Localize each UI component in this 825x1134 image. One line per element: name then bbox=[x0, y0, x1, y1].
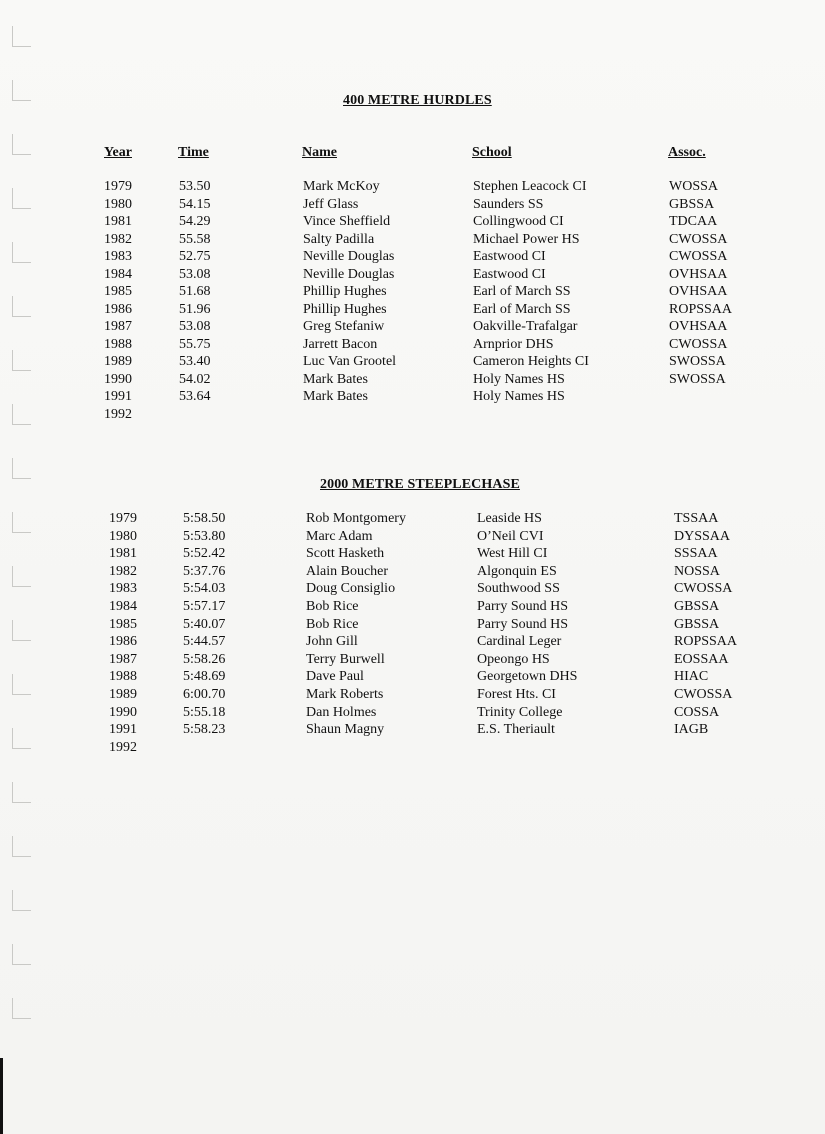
steeplechase-time-cell: 5:52.42 bbox=[183, 546, 226, 562]
steeplechase-time-cell: 5:37.76 bbox=[183, 563, 226, 579]
hurdles-row bbox=[0, 406, 825, 424]
steeplechase-row bbox=[0, 721, 825, 739]
steeplechase-name-cell: Rob Montgomery bbox=[306, 511, 406, 526]
steeplechase-year-cell: 1980 bbox=[109, 528, 137, 544]
binder-hole-mark bbox=[12, 890, 31, 911]
hurdles-school-cell: Saunders SS bbox=[473, 196, 544, 212]
steeplechase-year-cell: 1989 bbox=[109, 687, 137, 702]
steeplechase-school-cell: Southwood SS bbox=[477, 581, 560, 597]
hurdles-school-cell: Holy Names HS bbox=[473, 371, 565, 387]
steeplechase-row bbox=[0, 704, 825, 722]
binder-hole-mark bbox=[12, 80, 31, 101]
hurdles-year-cell: 1989 bbox=[104, 354, 132, 369]
steeplechase-row bbox=[0, 651, 825, 669]
hurdles-year-cell: 1983 bbox=[104, 249, 132, 264]
steeplechase-row bbox=[0, 545, 825, 563]
hurdles-row bbox=[0, 178, 825, 196]
hurdles-time-cell: 53.08 bbox=[179, 319, 211, 334]
hurdles-year-cell: 1980 bbox=[104, 196, 132, 212]
hurdles-assoc-cell: OVHSAA bbox=[669, 266, 728, 282]
hurdles-school-cell: Collingwood CI bbox=[473, 214, 564, 229]
steeplechase-year-cell: 1981 bbox=[109, 546, 137, 562]
hurdles-row bbox=[0, 301, 825, 319]
binder-hole-mark bbox=[12, 944, 31, 965]
steeplechase-row bbox=[0, 510, 825, 528]
hurdles-year-cell: 1984 bbox=[104, 266, 132, 282]
steeplechase-assoc-cell: IAGB bbox=[674, 722, 709, 738]
hurdles-name-cell: Mark Bates bbox=[303, 371, 368, 387]
hurdles-time-cell: 51.68 bbox=[179, 284, 211, 299]
steeplechase-row bbox=[0, 616, 825, 634]
steeplechase-assoc-cell: CWOSSA bbox=[674, 687, 733, 702]
header-time: Time bbox=[178, 145, 209, 160]
hurdles-year-cell: 1979 bbox=[104, 179, 132, 194]
steeplechase-time-cell: 5:58.50 bbox=[183, 511, 226, 526]
steeplechase-assoc-cell: GBSSA bbox=[674, 616, 720, 632]
hurdles-school-cell: Eastwood CI bbox=[473, 249, 546, 264]
steeplechase-school-cell: E.S. Theriault bbox=[477, 722, 555, 738]
hurdles-assoc-cell: CWOSSA bbox=[669, 249, 728, 264]
steeplechase-name-cell: Dave Paul bbox=[306, 669, 364, 685]
hurdles-year-cell: 1986 bbox=[104, 301, 132, 317]
steeplechase-name-cell: Terry Burwell bbox=[306, 651, 385, 667]
hurdles-name-cell: Salty Padilla bbox=[303, 231, 375, 247]
steeplechase-year-cell: 1982 bbox=[109, 563, 137, 579]
steeplechase-school-cell: Forest Hts. CI bbox=[477, 687, 556, 702]
steeplechase-year-cell: 1986 bbox=[109, 634, 137, 650]
hurdles-row bbox=[0, 248, 825, 266]
steeplechase-year-cell: 1990 bbox=[109, 704, 137, 720]
steeplechase-row bbox=[0, 633, 825, 651]
steeplechase-assoc-cell: EOSSAA bbox=[674, 651, 729, 667]
steeplechase-time-cell: 5:54.03 bbox=[183, 581, 226, 597]
hurdles-row bbox=[0, 371, 825, 389]
hurdles-year-cell: 1985 bbox=[104, 284, 132, 299]
hurdles-school-cell: Arnprior DHS bbox=[473, 336, 554, 352]
steeplechase-row bbox=[0, 563, 825, 581]
scan-edge-shadow bbox=[0, 1058, 3, 1134]
hurdles-school-cell: Oakville-Trafalgar bbox=[473, 319, 578, 334]
hurdles-assoc-cell: CWOSSA bbox=[669, 336, 728, 352]
steeplechase-time-cell: 5:58.26 bbox=[183, 651, 226, 667]
steeplechase-name-cell: Scott Hasketh bbox=[306, 546, 385, 562]
steeplechase-year-cell: 1988 bbox=[109, 669, 137, 685]
header-name: Name bbox=[302, 145, 337, 160]
steeplechase-assoc-cell: TSSAA bbox=[674, 511, 719, 526]
steeplechase-assoc-cell: NOSSA bbox=[674, 563, 720, 579]
steeplechase-year-cell: 1992 bbox=[109, 739, 137, 755]
hurdles-school-cell: Holy Names HS bbox=[473, 389, 565, 404]
hurdles-name-cell: Mark Bates bbox=[303, 389, 368, 404]
hurdles-name-cell: Vince Sheffield bbox=[303, 214, 391, 229]
hurdles-time-cell: 53.08 bbox=[179, 266, 211, 282]
hurdles-year-cell: 1982 bbox=[104, 231, 132, 247]
hurdles-assoc-cell: SWOSSA bbox=[669, 354, 726, 369]
hurdles-school-cell: Michael Power HS bbox=[473, 231, 580, 247]
hurdles-time-cell: 54.29 bbox=[179, 214, 211, 229]
hurdles-school-cell: Stephen Leacock CI bbox=[473, 179, 587, 194]
steeplechase-row bbox=[0, 739, 825, 757]
binder-hole-mark bbox=[12, 782, 31, 803]
steeplechase-time-cell: 5:57.17 bbox=[183, 599, 226, 614]
hurdles-assoc-cell: ROPSSAA bbox=[669, 301, 733, 317]
steeplechase-row bbox=[0, 528, 825, 546]
steeplechase-time-cell: 5:48.69 bbox=[183, 669, 226, 685]
hurdles-name-cell: Neville Douglas bbox=[303, 266, 395, 282]
steeplechase-assoc-cell: DYSSAA bbox=[674, 528, 731, 544]
hurdles-year-cell: 1981 bbox=[104, 214, 132, 229]
hurdles-title: 400 METRE HURDLES bbox=[343, 93, 492, 108]
hurdles-name-cell: Jarrett Bacon bbox=[303, 336, 378, 352]
hurdles-time-cell: 54.15 bbox=[179, 196, 211, 212]
steeplechase-year-cell: 1987 bbox=[109, 651, 137, 667]
binder-hole-mark bbox=[12, 836, 31, 857]
steeplechase-assoc-cell: CWOSSA bbox=[674, 581, 733, 597]
steeplechase-name-cell: Bob Rice bbox=[306, 616, 359, 632]
hurdles-name-cell: Phillip Hughes bbox=[303, 284, 387, 299]
steeplechase-row bbox=[0, 686, 825, 704]
hurdles-assoc-cell: SWOSSA bbox=[669, 371, 726, 387]
steeplechase-year-cell: 1979 bbox=[109, 511, 137, 526]
steeplechase-assoc-cell: HIAC bbox=[674, 669, 709, 685]
hurdles-time-cell: 53.40 bbox=[179, 354, 211, 369]
binder-hole-mark bbox=[12, 26, 31, 47]
hurdles-name-cell: Greg Stefaniw bbox=[303, 319, 385, 334]
binder-hole-mark bbox=[12, 134, 31, 155]
hurdles-year-cell: 1988 bbox=[104, 336, 132, 352]
hurdles-assoc-cell: CWOSSA bbox=[669, 231, 728, 247]
steeplechase-time-cell: 5:58.23 bbox=[183, 722, 226, 738]
steeplechase-year-cell: 1983 bbox=[109, 581, 137, 597]
steeplechase-time-cell: 5:40.07 bbox=[183, 616, 226, 632]
steeplechase-school-cell: Opeongo HS bbox=[477, 651, 550, 667]
hurdles-time-cell: 53.50 bbox=[179, 179, 211, 194]
binder-hole-mark bbox=[12, 458, 31, 479]
steeplechase-assoc-cell: SSSAA bbox=[674, 546, 718, 562]
hurdles-school-cell: Earl of March SS bbox=[473, 284, 571, 299]
hurdles-time-cell: 53.64 bbox=[179, 389, 211, 404]
hurdles-year-cell: 1987 bbox=[104, 319, 132, 334]
hurdles-assoc-cell: TDCAA bbox=[669, 214, 718, 229]
steeplechase-title: 2000 METRE STEEPLECHASE bbox=[320, 477, 520, 492]
steeplechase-name-cell: Shaun Magny bbox=[306, 722, 385, 738]
steeplechase-year-cell: 1991 bbox=[109, 722, 137, 738]
steeplechase-school-cell: Georgetown DHS bbox=[477, 669, 578, 685]
steeplechase-school-cell: Parry Sound HS bbox=[477, 616, 569, 632]
hurdles-name-cell: Mark McKoy bbox=[303, 179, 380, 194]
steeplechase-row bbox=[0, 598, 825, 616]
steeplechase-name-cell: Mark Roberts bbox=[306, 687, 384, 702]
steeplechase-year-cell: 1985 bbox=[109, 616, 137, 632]
hurdles-school-cell: Cameron Heights CI bbox=[473, 354, 589, 369]
hurdles-year-cell: 1992 bbox=[104, 406, 132, 422]
steeplechase-assoc-cell: ROPSSAA bbox=[674, 634, 738, 650]
header-school: School bbox=[472, 145, 512, 160]
hurdles-name-cell: Neville Douglas bbox=[303, 249, 395, 264]
steeplechase-school-cell: Parry Sound HS bbox=[477, 599, 569, 614]
hurdles-assoc-cell: OVHSAA bbox=[669, 284, 728, 299]
hurdles-row bbox=[0, 266, 825, 284]
hurdles-assoc-cell: GBSSA bbox=[669, 196, 715, 212]
steeplechase-name-cell: Alain Boucher bbox=[306, 563, 389, 579]
steeplechase-name-cell: Doug Consiglio bbox=[306, 581, 396, 597]
hurdles-row bbox=[0, 388, 825, 406]
hurdles-time-cell: 55.75 bbox=[179, 336, 211, 352]
hurdles-year-cell: 1991 bbox=[104, 389, 132, 404]
binder-hole-mark bbox=[12, 998, 31, 1019]
hurdles-time-cell: 52.75 bbox=[179, 249, 211, 264]
hurdles-name-cell: Luc Van Grootel bbox=[303, 354, 397, 369]
steeplechase-name-cell: Bob Rice bbox=[306, 599, 359, 614]
steeplechase-assoc-cell: COSSA bbox=[674, 704, 720, 720]
hurdles-school-cell: Eastwood CI bbox=[473, 266, 546, 282]
steeplechase-time-cell: 5:55.18 bbox=[183, 704, 226, 720]
steeplechase-school-cell: O’Neil CVI bbox=[477, 528, 544, 544]
hurdles-name-cell: Phillip Hughes bbox=[303, 301, 387, 317]
hurdles-time-cell: 55.58 bbox=[179, 231, 211, 247]
steeplechase-time-cell: 5:44.57 bbox=[183, 634, 226, 650]
steeplechase-time-cell: 5:53.80 bbox=[183, 528, 226, 544]
hurdles-year-cell: 1990 bbox=[104, 371, 132, 387]
steeplechase-school-cell: West Hill CI bbox=[477, 546, 548, 562]
steeplechase-name-cell: John Gill bbox=[306, 634, 358, 650]
steeplechase-year-cell: 1984 bbox=[109, 599, 137, 614]
header-year: Year bbox=[104, 145, 132, 160]
steeplechase-school-cell: Trinity College bbox=[477, 704, 563, 720]
hurdles-assoc-cell: WOSSA bbox=[669, 179, 719, 194]
steeplechase-name-cell: Marc Adam bbox=[306, 528, 373, 544]
hurdles-row bbox=[0, 213, 825, 231]
steeplechase-school-cell: Cardinal Leger bbox=[477, 634, 562, 650]
steeplechase-time-cell: 6:00.70 bbox=[183, 687, 226, 702]
steeplechase-school-cell: Algonquin ES bbox=[477, 563, 557, 579]
hurdles-school-cell: Earl of March SS bbox=[473, 301, 571, 317]
steeplechase-row bbox=[0, 668, 825, 686]
steeplechase-name-cell: Dan Holmes bbox=[306, 704, 377, 720]
hurdles-row bbox=[0, 196, 825, 214]
steeplechase-assoc-cell: GBSSA bbox=[674, 599, 720, 614]
hurdles-name-cell: Jeff Glass bbox=[303, 196, 359, 212]
steeplechase-row bbox=[0, 580, 825, 598]
hurdles-time-cell: 51.96 bbox=[179, 301, 211, 317]
header-assoc: Assoc. bbox=[668, 145, 706, 160]
hurdles-row bbox=[0, 231, 825, 249]
steeplechase-school-cell: Leaside HS bbox=[477, 511, 542, 526]
hurdles-row bbox=[0, 336, 825, 354]
hurdles-row bbox=[0, 283, 825, 301]
hurdles-row bbox=[0, 318, 825, 336]
hurdles-assoc-cell: OVHSAA bbox=[669, 319, 728, 334]
hurdles-time-cell: 54.02 bbox=[179, 371, 211, 387]
hurdles-row bbox=[0, 353, 825, 371]
